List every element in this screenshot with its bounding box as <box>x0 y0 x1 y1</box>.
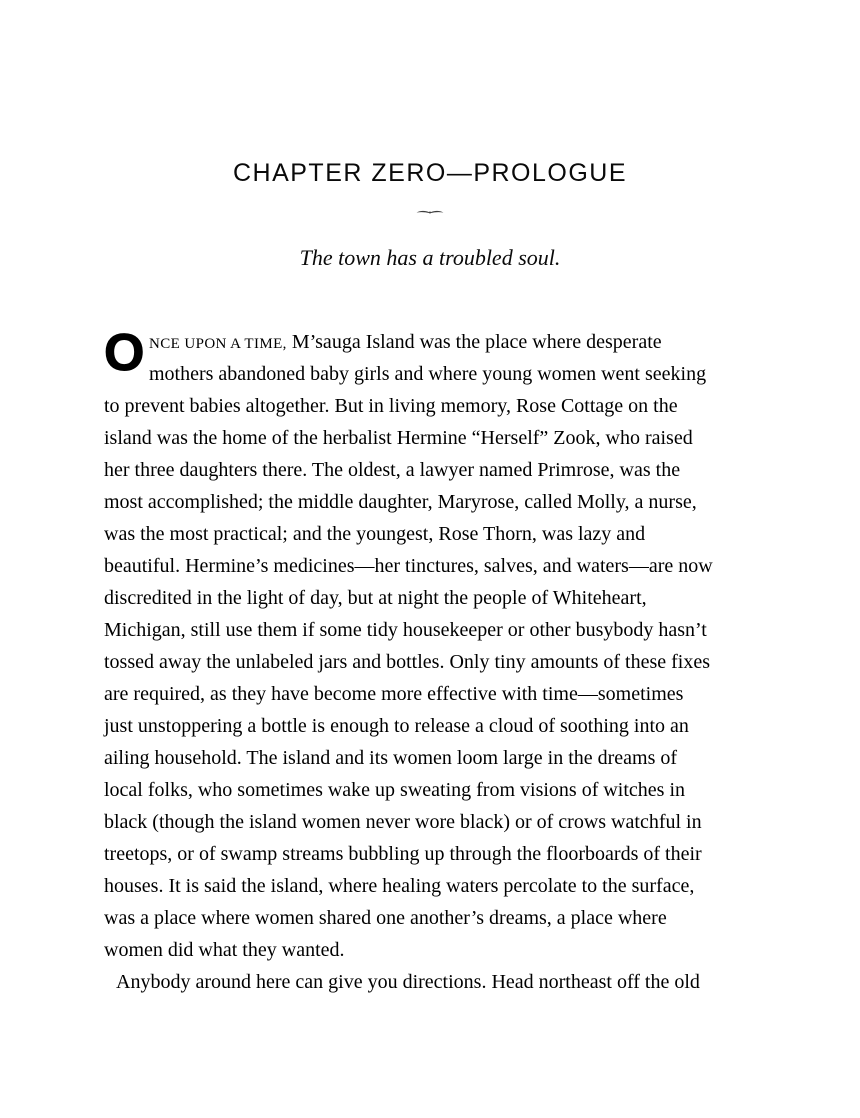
small-caps-lead: NCE UPON A TIME, <box>149 336 287 352</box>
text-line: are required, as they have become more effective with time—sometimes <box>104 683 684 705</box>
paragraph-first <box>104 326 756 966</box>
bird-icon <box>416 207 444 218</box>
text-line: just unstoppering a bottle is enough to release a cloud of soothing into an <box>104 715 689 737</box>
text-line: women did what they wanted. <box>104 939 345 961</box>
text-line: island was the home of the herbalist Hermine “Herself” Zook, who raised <box>104 427 693 449</box>
text-line: Michigan, still use them if some tidy housekeeper or other busybody hasn’t <box>104 619 707 641</box>
text-line: ailing household. The island and its women loom large in the dreams of <box>104 747 678 769</box>
text-line: most accomplished; the middle daughter, Maryrose, called Molly, a nurse, <box>104 491 697 513</box>
text-line: discredited in the light of day, but at night the people of Whiteheart, <box>104 587 647 609</box>
text-line: beautiful. Hermine’s medicines—her tinctures, salves, and waters—are now <box>104 555 713 577</box>
text-line: black (though the island women never wore black) or of crows watchful in <box>104 811 702 833</box>
text-line: local folks, who sometimes wake up sweating from visions of witches in <box>104 779 686 801</box>
text-line: mothers abandoned baby girls and where young women went seeking <box>149 363 707 385</box>
text-line: was a place where women shared one another’s dreams, a place where <box>104 907 667 929</box>
section-ornament <box>0 206 860 218</box>
chapter-title: CHAPTER ZERO—PROLOGUE <box>232 159 628 187</box>
epigraph: The town has a troubled soul. <box>299 245 561 270</box>
paragraph-second: Anybody around here can give you directions. Head northeast off the old <box>116 971 700 993</box>
text-line: was the most practical; and the youngest, Rose Thorn, was lazy and <box>104 523 646 545</box>
text-line: houses. It is said the island, where healing waters percolate to the surface, <box>104 875 695 897</box>
body-text <box>104 326 756 998</box>
text-line: treetops, or of swamp streams bubbling up through the floorboards of their <box>104 843 702 865</box>
drop-cap: O <box>104 324 145 382</box>
text-line: tossed away the unlabeled jars and bottles. Only tiny amounts of these fixes <box>104 651 710 673</box>
text-line: her three daughters there. The oldest, a lawyer named Primrose, was the <box>104 459 681 481</box>
line-rest: M’sauga Island was the place where desperate <box>286 331 662 353</box>
text-line <box>104 326 756 358</box>
text-line: to prevent babies altogether. But in living memory, Rose Cottage on the <box>104 395 678 417</box>
